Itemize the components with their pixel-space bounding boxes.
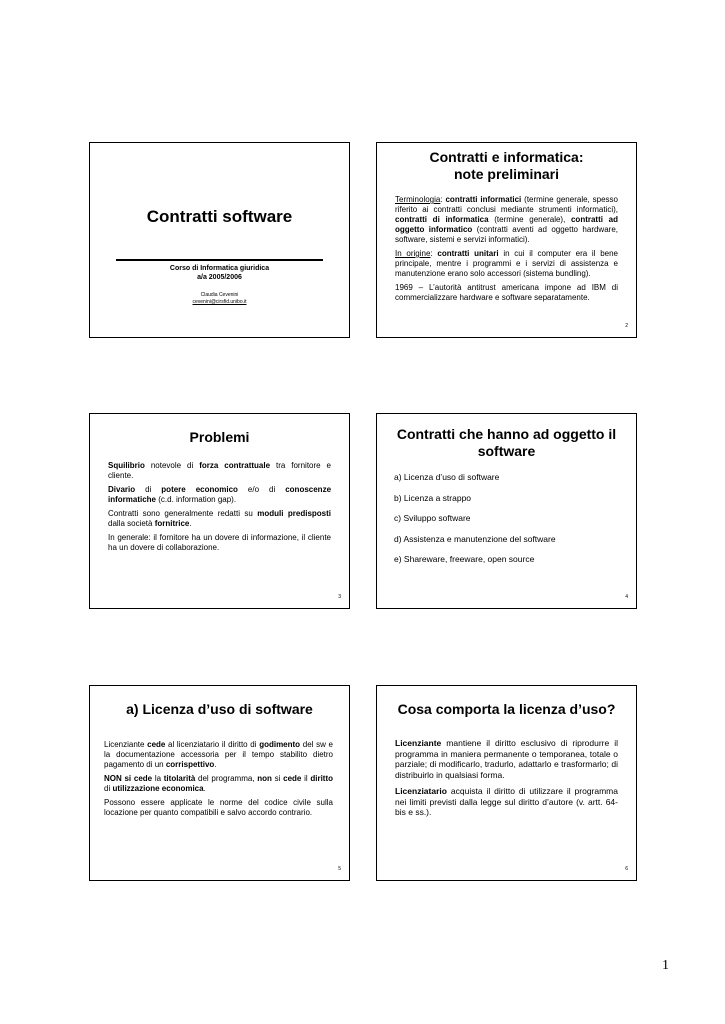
slide-3-title: Problemi bbox=[189, 429, 250, 445]
paragraph-moduli: Contratti sono generalmente redatti su moduli predisposti dalla società fornitrice. bbox=[108, 509, 331, 528]
slide-6-body bbox=[395, 738, 618, 824]
slide-5-title: a) Licenza d’uso di software bbox=[126, 701, 313, 717]
slide-3-body bbox=[108, 461, 331, 557]
slide-1 bbox=[89, 142, 350, 338]
slide-number: 5 bbox=[338, 866, 341, 872]
slide-2-body bbox=[395, 195, 618, 307]
paragraph-divario: Divario di potere economico e/o di conoscenze informatiche (c.d. information gap). bbox=[108, 485, 332, 504]
list-item: d) Assistenza e manutenzione del software bbox=[394, 533, 556, 544]
slide-number: 2 bbox=[625, 323, 628, 329]
title-divider bbox=[116, 259, 323, 261]
slide-2 bbox=[376, 142, 637, 338]
slide-5-body bbox=[104, 740, 333, 822]
paragraph-origin: In origine: contratti unitari in cui il computer era il bene principale, mentre i programmi e i servizi di assistenza e manutenzione erano solo accessori (sistema bundling). bbox=[395, 249, 619, 278]
list-item: a) Licenza d’uso di software bbox=[394, 472, 500, 482]
slide-4 bbox=[376, 413, 637, 609]
paragraph-terminology: Terminologia: contratti informatici (termine generale, spesso riferito ai contratti conclusi mediante strumenti informatici), contratti di informatica (termine generale), contratti ad oggetto informatico (contratti aventi ad oggetto hardware, software, sistemi e servizi informatici). bbox=[395, 195, 619, 244]
academic-year: a/a 2005/2006 bbox=[197, 274, 242, 281]
page-number: 1 bbox=[662, 958, 669, 973]
paragraph-codice-civile: Possono essere applicate le norme del codice civile sulla locazione per quanto compatibili e salvo accordo contrario. bbox=[104, 798, 333, 817]
paragraph-licenziatario: Licenziatario acquista il diritto di utilizzare il programma nei limiti previsti dalla legge sul diritto d’autore (v. artt. 64-bis e ss.). bbox=[395, 786, 618, 817]
slide-number: 6 bbox=[625, 866, 628, 872]
course-name: Corso di Informatica giuridica bbox=[169, 265, 270, 272]
paragraph-licenziante: Licenziante mantiene il diritto esclusivo di riprodurre il programma in maniera permanente o temporanea, totale o parziale; di modificarlo, tradurlo, adattarlo e trasformarlo; di distribuirlo in qualsiasi forma. bbox=[395, 738, 618, 780]
author-email[interactable]: cevenini@cirsfid.unibo.it bbox=[192, 299, 247, 305]
slide-5 bbox=[89, 685, 350, 881]
list-item: e) Shareware, freeware, open source bbox=[394, 554, 535, 564]
slide-3 bbox=[89, 413, 350, 609]
paragraph-in-generale: In generale: il fornitore ha un dovere di informazione, il cliente ha un dovere di collaborazione. bbox=[108, 533, 331, 552]
paragraph-squilibrio: Squilibrio notevole di forza contrattuale tra fornitore e cliente. bbox=[108, 461, 331, 480]
list-item: b) Licenza a strappo bbox=[394, 492, 472, 503]
contract-types-list bbox=[394, 472, 626, 575]
slide-number: 4 bbox=[625, 594, 628, 600]
list-item: c) Sviluppo software bbox=[394, 513, 471, 523]
slide-6 bbox=[376, 685, 637, 881]
slide-2-title: Contratti e informatica: note preliminari bbox=[429, 149, 584, 182]
paragraph-non-si-cede: NON si cede la titolarità del programma, non si cede il diritto di utilizzazione economica. bbox=[104, 774, 334, 793]
slide-number: 3 bbox=[338, 594, 341, 600]
author-name: Claudia Cevenini bbox=[200, 292, 239, 298]
slide-6-title: Cosa comporta la licenza d’uso? bbox=[397, 701, 616, 717]
slide-4-title: Contratti che hanno ad oggetto il software bbox=[396, 426, 617, 459]
paragraph-1969: 1969 – L’autorità antitrust americana impone ad IBM di commercializzare hardware e software separatamente. bbox=[395, 283, 618, 302]
paragraph-licenziante: Licenziante cede al licenziatario il diritto di godimento del sw e la documentazione accessoria per il tempo stabilito dietro pagamento di un corrispettivo. bbox=[104, 740, 333, 769]
slide-1-title: Contratti software bbox=[146, 207, 293, 226]
